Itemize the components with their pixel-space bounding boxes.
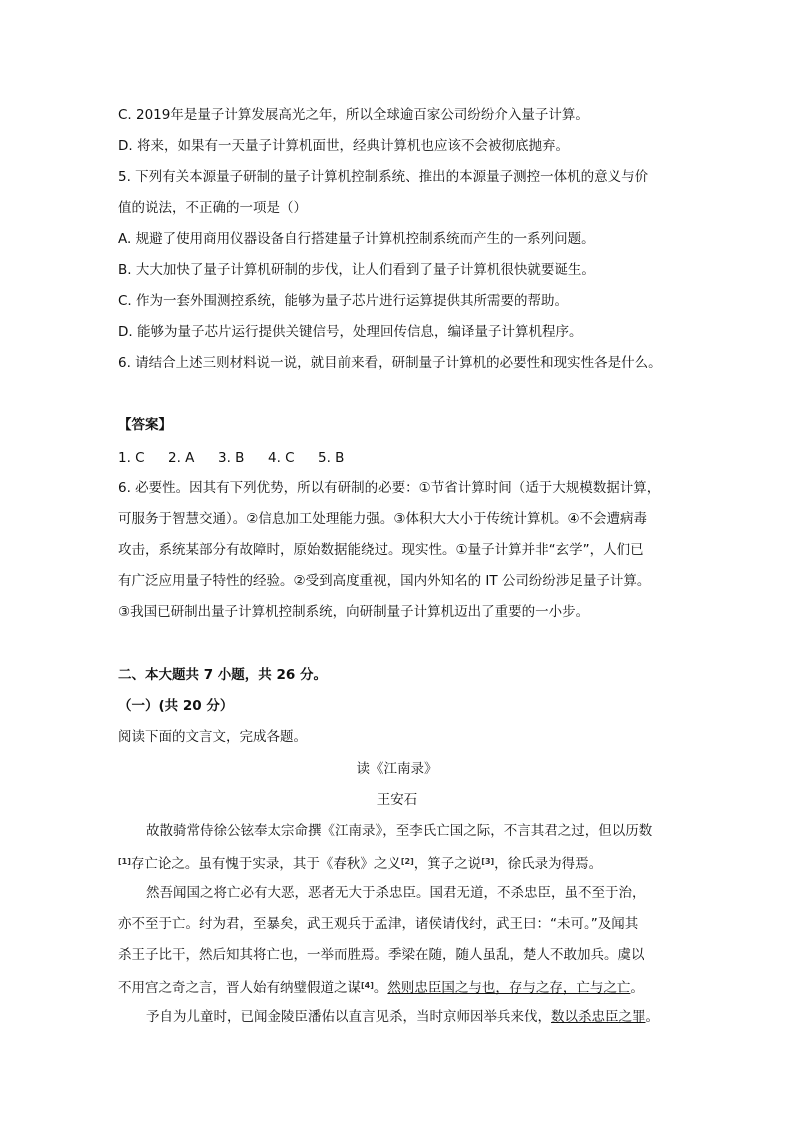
paragraph-line: 杀王子比干，然后知其将亡也，一举而胜焉。季梁在随，随人虽乱，楚人不敢加兵。虞以: [118, 947, 645, 963]
paragraph-line: 故散骑常侍徐公铉奉太宗命撰《江南录》，至李氏亡国之际，不言其君之过，但以历数: [146, 823, 653, 839]
answer-choice: 4. C: [268, 450, 295, 466]
answer-6-line: 可服务于智慧交通）。②信息加工处理能力强。③体积大大小于传统计算机。④不会遭病毒: [118, 511, 648, 527]
paragraph-line: 然吾闻国之将亡必有大恶，恶者无大于杀忠臣。国君无道，不杀忠臣，虽不至于治，: [146, 885, 646, 901]
text: ，徐氏录为得焉。: [494, 856, 603, 872]
passage-author: 王安石: [376, 792, 418, 808]
paragraph-line: 亦不至于亡。纣为君，至暴矣，武王观兵于孟津，诸侯请伐纣，武王曰：“未可。”及闻其: [118, 916, 639, 932]
answer-6-line: 攻击，系统某部分有故障时，原始数据能绕过。现实性。①量子计算并非“玄学”，人们已: [118, 542, 644, 558]
option-4c: C. 2019年是量子计算发展高光之年，所以全球逾百家公司纷纷介入量子计算。: [118, 107, 589, 123]
instruction: 阅读下面的文言文，完成各题。: [118, 729, 307, 745]
answer-choice: 3. B: [218, 450, 245, 466]
footnote-ref: [2]: [400, 857, 414, 866]
text: 。: [373, 980, 388, 996]
question-5-line2: 值的说法，不正确的一项是（）: [118, 200, 307, 216]
footnote-ref: [3]: [481, 857, 495, 866]
answer-heading: 【答案】: [118, 417, 172, 433]
paragraph-line: [118, 977, 644, 997]
answer-choice: 1. C: [118, 450, 145, 466]
answer-6-line: ③我国已研制出量子计算机控制系统，向研制量子计算机迈出了重要的一小步。: [118, 604, 590, 620]
question-5-line1: 5. 下列有关本源量子研制的量子计算机控制系统、推出的本源量子测控一体机的意义与价: [118, 169, 649, 185]
footnote-ref: [4]: [361, 981, 374, 990]
text: ，箕子之说: [413, 856, 482, 872]
option-5a: A. 规避了使用商用仪器设备自行搭建量子计算机控制系统而产生的一系列问题。: [118, 231, 595, 247]
option-5c: C. 作为一套外围测控系统，能够为量子芯片进行运算提供其所需要的帮助。: [118, 293, 569, 309]
option-5d: D. 能够为量子芯片运行提供关键信号，处理回传信息，编译量子计算机程序。: [118, 324, 583, 340]
question-6: 6. 请结合上述三则材料说一说，就目前来看，研制量子计算机的必要性和现实性各是什么。: [118, 355, 662, 371]
paragraph-line: [118, 853, 602, 873]
answer-6-line: 有广泛应用量子特性的经验。②受到高度重视，国内外知名的 IT 公司纷纷涉足量子计算。: [118, 573, 651, 589]
text: 予自为儿童时，已闻金陵臣潘佑以直言见杀，当时京师因举兵来伐，: [146, 1009, 551, 1025]
passage-title: 读《江南录》: [356, 761, 438, 777]
option-4d: D. 将来，如果有一天量子计算机面世，经典计算机也应该不会被彻底抛弃。: [118, 138, 569, 154]
answer-6-line: 6. 必要性。因其有下列优势，所以有研制的必要：①节省计算时间（适于大规模数据计算，: [118, 480, 661, 496]
paragraph-line: [146, 1008, 659, 1026]
answer-choices: [118, 449, 368, 467]
underlined-sentence: 然则忠臣国之与也，存与之存，亡与之亡: [387, 980, 631, 996]
underlined-sentence: 数以杀忠臣之罪: [551, 1009, 646, 1025]
answer-choice: 5. B: [318, 450, 345, 466]
footnote-ref: [1]: [118, 857, 131, 866]
text: 存亡论之。虽有愧于实录，其于《春秋》之义: [130, 856, 401, 872]
subsection-heading: （一）(共 20 分）: [118, 698, 234, 714]
option-5b: B. 大大加快了量子计算机研制的步伐，让人们看到了量子计算机很快就要诞生。: [118, 262, 595, 278]
answer-choice: 2. A: [168, 450, 195, 466]
section-heading: 二、本大题共 7 小题，共 26 分。: [118, 667, 327, 683]
text: 不用宫之奇之言，晋人始有纳璧假道之谋: [118, 980, 361, 996]
text: 。: [645, 1009, 659, 1025]
text: 。: [630, 980, 644, 996]
